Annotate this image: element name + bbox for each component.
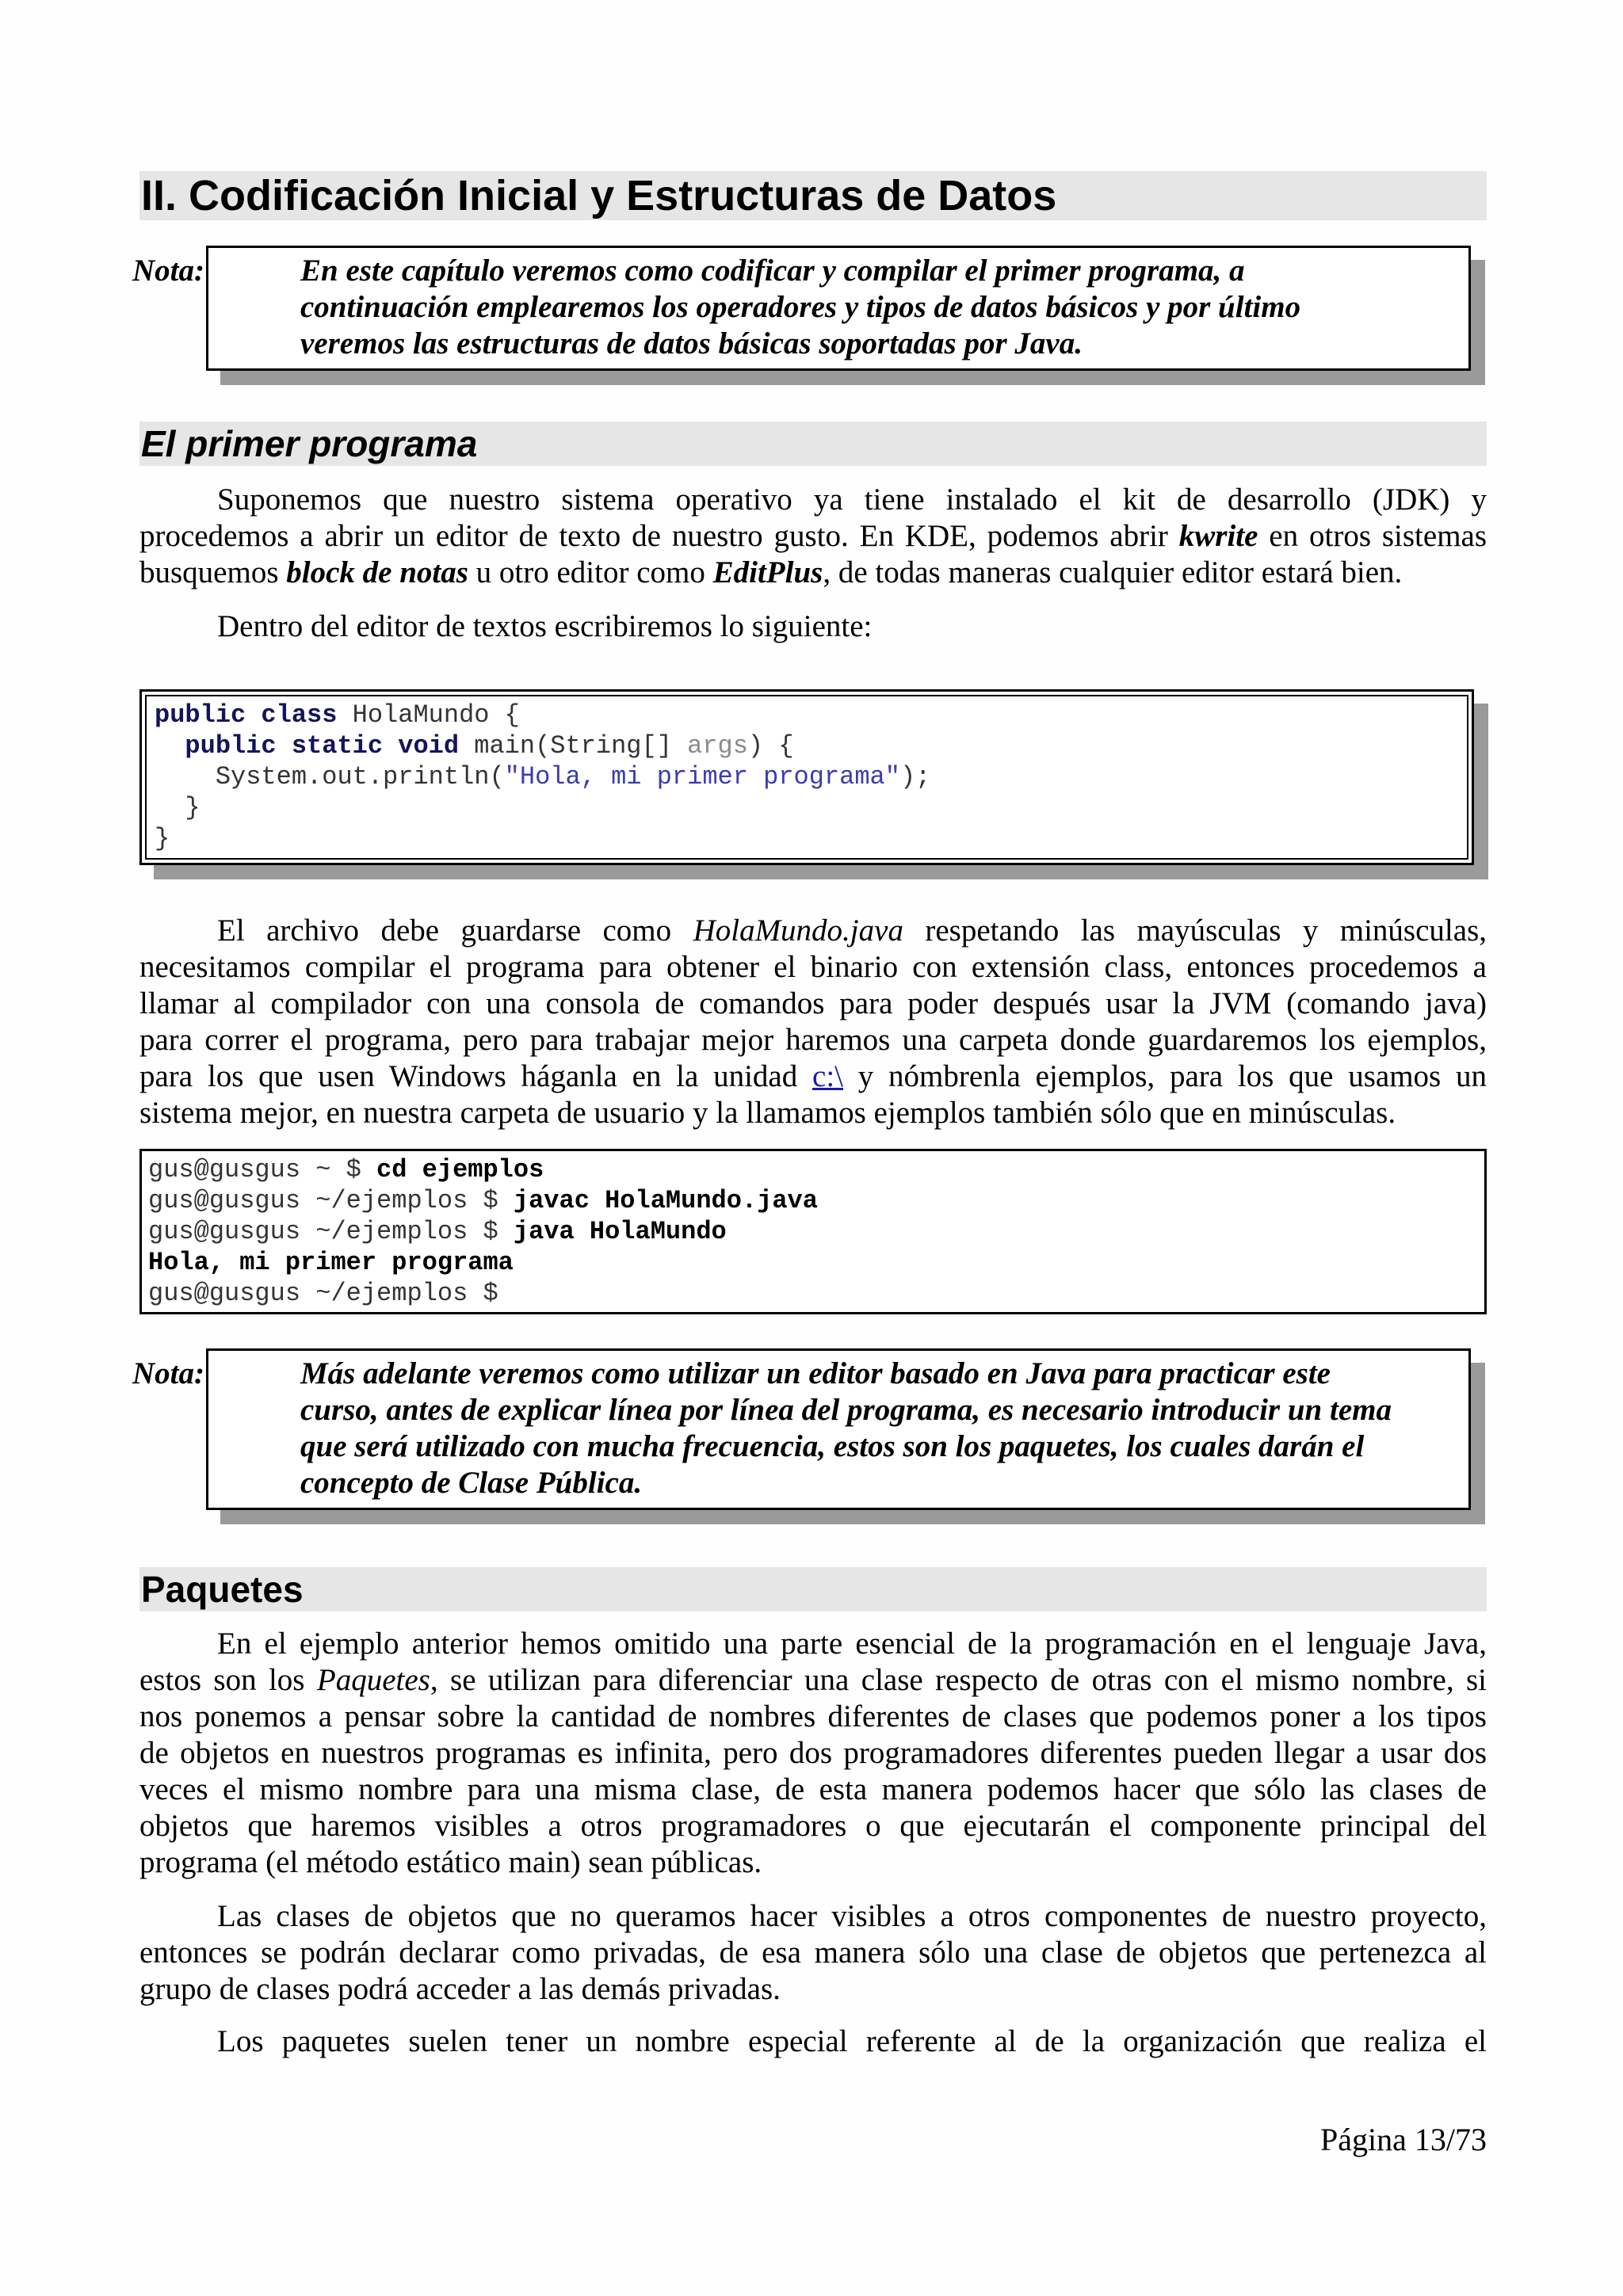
- text-line: objetos que haremos visibles a otros programadores o que ejecutarán el componente principal del: [139, 1809, 1487, 1843]
- paragraph: [139, 1626, 1487, 1881]
- chapter-title: II. Codificación Inicial y Estructuras de Datos: [139, 171, 1487, 220]
- text-line: Dentro del editor de textos escribiremos lo siguiente:: [217, 609, 873, 643]
- note-text: Más adelante veremos como utilizar un editor basado en Java para practicar este: [300, 1356, 1331, 1390]
- text-line: Los paquetes suelen tener un nombre especial referente al de la organización que realiza el: [217, 2024, 1487, 2058]
- console-output: gus@gusgus ~ $ cd ejemplos gus@gusgus ~/ejemplos $ javac HolaMundo.java gus@gusgus ~/ejemplos $ java HolaMundo Hola, mi primer programa gus@gusgus ~/ejemplos $: [139, 1149, 1487, 1314]
- note-label: Nota:: [132, 1356, 204, 1390]
- paragraph: [139, 1898, 1487, 2008]
- text-line: nos ponemos a pensar sobre la cantidad de nombres diferentes de clases que podemos poner a los tipos: [139, 1699, 1487, 1733]
- note-text: En este capítulo veremos como codificar y compilar el primer programa, a: [300, 254, 1245, 288]
- paragraph: [139, 913, 1487, 1131]
- text-line: para correr el programa, pero para trabajar mejor haremos una carpeta donde guardaremos los ejemplos,: [139, 1023, 1487, 1057]
- text-line: necesitamos compilar el programa para obtener el binario con extensión class, entonces procedemos a: [139, 950, 1487, 984]
- text-line: En el ejemplo anterior hemos omitido una parte esencial de la programación en el lenguaje Java,: [217, 1627, 1487, 1661]
- code-listing: [139, 689, 1474, 865]
- text-line: de objetos en nuestros programas es infinita, pero dos programadores diferentes pueden llegar a usar dos: [139, 1736, 1487, 1770]
- note-text: concepto de Clase Pública.: [300, 1466, 643, 1500]
- note-box: [132, 1348, 1471, 1510]
- note-text: veremos las estructuras de datos básicas soportadas por Java.: [300, 326, 1083, 360]
- note-line: [216, 1428, 1461, 1465]
- section-heading: Paquetes: [139, 1567, 1487, 1611]
- note-line: [216, 326, 1461, 362]
- text-line: programa (el método estático main) sean públicas.: [139, 1845, 762, 1879]
- text-line: Suponemos que nuestro sistema operativo ya tiene instalado el kit de desarrollo (JDK) y: [217, 482, 1487, 517]
- note-line: [216, 289, 1461, 326]
- text-line: procedemos a abrir un editor de texto de nuestro gusto. En KDE, podemos abrir kwrite en otros sistemas: [139, 519, 1487, 553]
- note-box: [132, 246, 1471, 371]
- text-line: entonces se podrán declarar como privadas, de esa manera sólo una clase de objetos que pertenezca al: [139, 1936, 1487, 1970]
- paragraph: [139, 2023, 1487, 2060]
- text-line: El archivo debe guardarse como HolaMundo.java respetando las mayúsculas y minúsculas,: [217, 913, 1487, 948]
- note-line: [216, 1392, 1461, 1428]
- note-text: curso, antes de explicar línea por línea del programa, es necesario introducir un tema: [300, 1393, 1392, 1427]
- text-line: busquemos block de notas u otro editor como EditPlus, de todas maneras cualquier editor estará bien.: [139, 555, 1403, 589]
- text-line: estos son los Paquetes, se utilizan para diferenciar una clase respecto de otras con el mismo nombre, si: [139, 1663, 1487, 1697]
- paragraph: [139, 482, 1487, 591]
- note-line: [132, 253, 1461, 289]
- drive-link[interactable]: c:\: [812, 1059, 843, 1093]
- note-line: [216, 1465, 1461, 1501]
- text-line: para los que usen Windows háganla en la unidad c:\ y nómbrenla ejemplos, para los que usamos un: [139, 1059, 1487, 1093]
- code-block: public class HolaMundo { public static void main(String[] args) { System.out.println("Hola, mi primer programa"); } }: [145, 695, 1468, 860]
- text-line: Las clases de objetos que no queramos hacer visibles a otros componentes de nuestro proyecto,: [217, 1899, 1487, 1933]
- note-label: Nota:: [132, 254, 204, 288]
- text-line: grupo de clases podrá acceder a las demás privadas.: [139, 1972, 781, 2006]
- page-number: Página 13/73: [1320, 2122, 1487, 2157]
- section-heading: El primer programa: [139, 421, 1487, 466]
- paragraph: [139, 608, 1487, 645]
- note-text: que será utilizado con mucha frecuencia, estos son los paquetes, los cuales darán el: [300, 1429, 1365, 1463]
- note-line: [132, 1356, 1461, 1392]
- text-line: sistema mejor, en nuestra carpeta de usuario y la llamamos ejemplos también sólo que en minúsculas.: [139, 1096, 1396, 1130]
- note-text: continuación emplearemos los operadores y tipos de datos básicos y por último: [300, 290, 1301, 324]
- text-line: llamar al compilador con una consola de comandos para poder después usar la JVM (comando java): [139, 986, 1487, 1020]
- text-line: veces el mismo nombre para una misma clase, de esta manera podemos hacer que sólo las clases de: [139, 1772, 1487, 1806]
